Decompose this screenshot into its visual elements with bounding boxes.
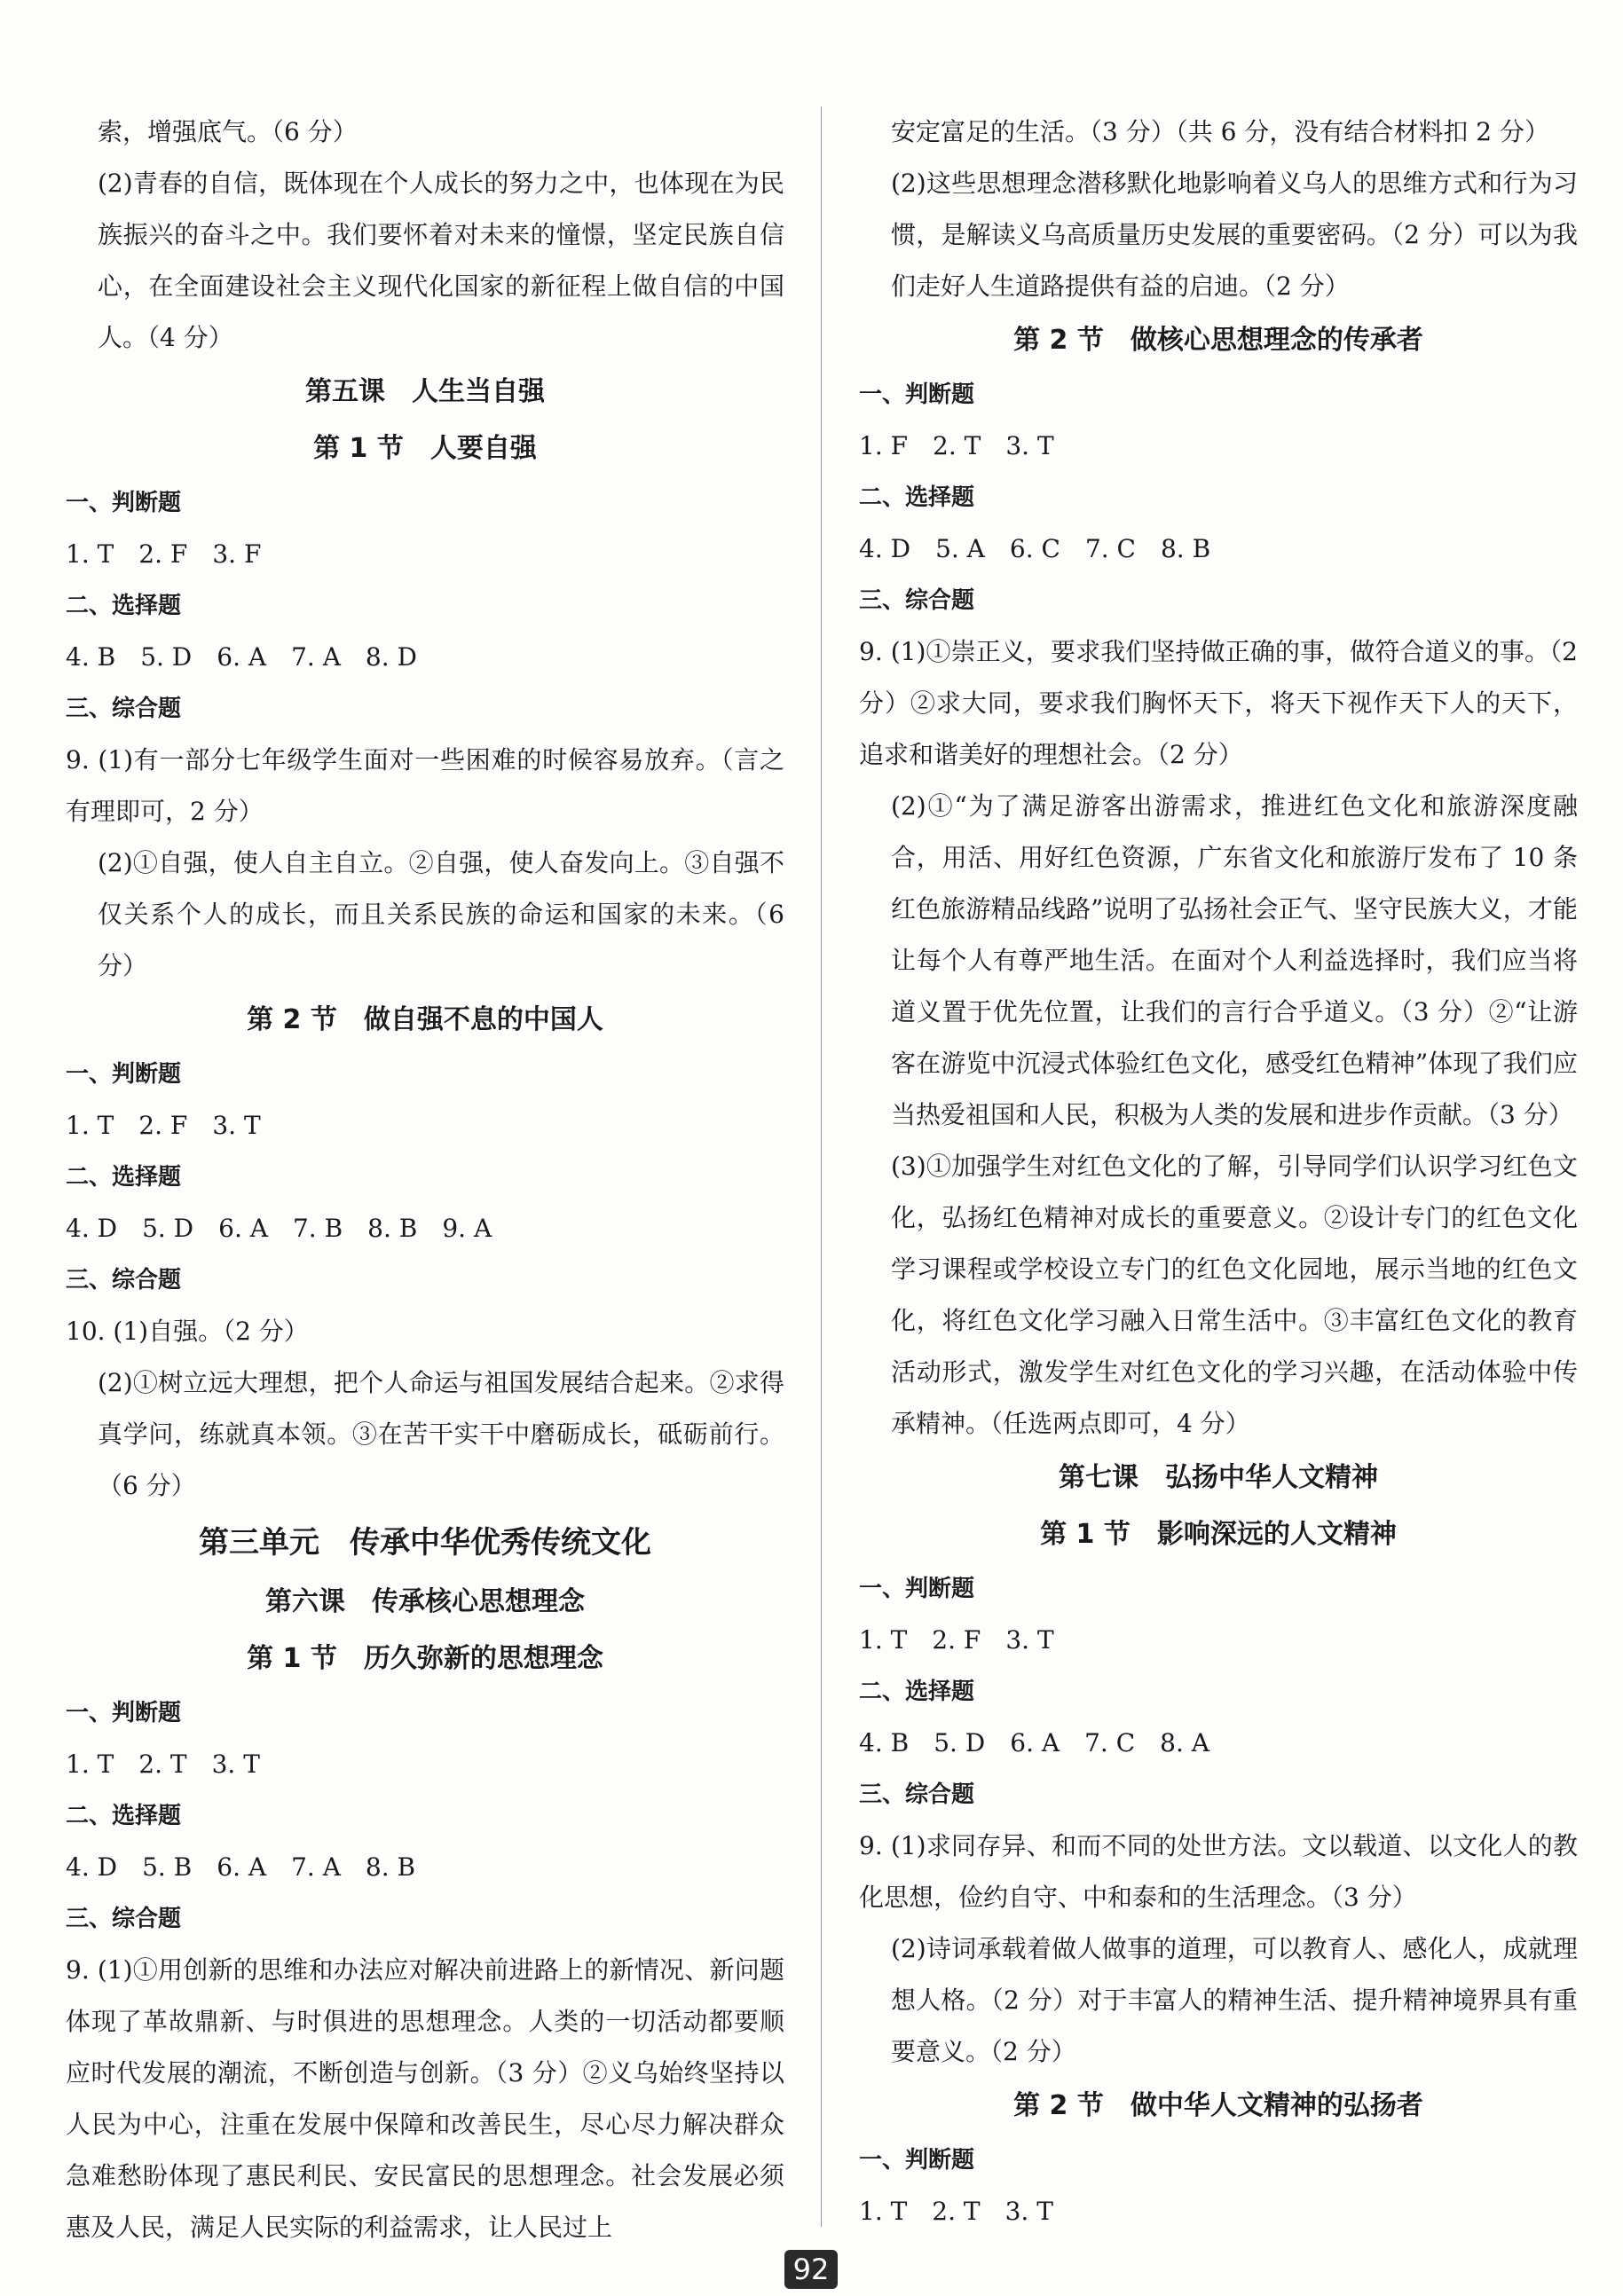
paragraph: 索，增强底气。（6 分） [98, 117, 358, 146]
question-type-heading: 一、判断题 [66, 1061, 182, 1088]
answer-line: 1. T 2. F 3. T [66, 1111, 261, 1140]
right-column [859, 106, 1578, 2237]
question-type-heading: 一、判断题 [859, 2147, 975, 2174]
section-title: 第 2 节 做核心思想理念的传承者 [1013, 325, 1423, 356]
question-type-heading: 三、综合题 [859, 587, 975, 614]
lesson-title: 第五课 人生当自强 [305, 376, 545, 407]
answer-line: 1. F 2. T 3. T [859, 431, 1054, 460]
question-type-heading: 三、综合题 [66, 1267, 182, 1293]
answer-line: 1. T 2. F 3. F [66, 539, 262, 569]
section-title: 第 1 节 人要自强 [313, 433, 537, 464]
question-type-heading: 一、判断题 [66, 490, 182, 516]
question-type-heading: 一、判断题 [859, 381, 975, 408]
question-type-heading: 三、综合题 [66, 696, 182, 722]
answer-line: 1. T 2. T 3. T [66, 1750, 260, 1779]
question-type-heading: 一、判断题 [859, 1576, 975, 1602]
question-type-heading: 二、选择题 [859, 484, 975, 511]
question-type-heading: 二、选择题 [66, 1803, 182, 1829]
column-divider [821, 106, 822, 2227]
page-number: 92 [784, 2250, 838, 2289]
paragraph: 安定富足的生活。（3 分）（共 6 分，没有结合材料扣 2 分） [891, 117, 1549, 146]
answer-paragraph: 9. (1)①用创新的思维和办法应对解决前进路上的新情况、新问题体现了革故鼎新、与时俱进的思想理念。人类的一切活动都要顺应时代发展的潮流，不断创造与创新。（3 分）②义乌始终坚持以人民为中心，注重在发展中保障和改善民生，尽心尽力解决群众急难愁盼体现了惠民利民、安民富民的思想理念。社会发展必须惠及人民，满足人民实际的利益需求，让人民过上 [66, 1955, 784, 2242]
answer-paragraph: (2)诗词承载着做人做事的道理，可以教育人、感化人，成就理想人格。（2 分）对于丰富人的精神生活、提升精神境界具有重要意义。（2 分） [891, 1934, 1578, 2066]
answer-line: 1. T 2. T 3. T [859, 2197, 1053, 2226]
answer-paragraph: 9. (1)有一部分七年级学生面对一些困难的时候容易放弃。（言之有理即可，2 分） [66, 745, 784, 826]
section-title: 第 1 节 影响深远的人文精神 [1040, 1519, 1397, 1550]
lesson-title: 第七课 弘扬中华人文精神 [1059, 1462, 1378, 1493]
question-type-heading: 二、选择题 [66, 1164, 182, 1191]
question-type-heading: 一、判断题 [66, 1700, 182, 1726]
question-type-heading: 三、综合题 [859, 1781, 975, 1808]
answer-paragraph: 9. (1)求同存异、和而不同的处世方法。文以载道、以文化人的教化思想，俭约自守、中和泰和的生活理念。（3 分） [859, 1831, 1578, 1912]
left-column [66, 106, 784, 2253]
section-title: 第 1 节 历久弥新的思想理念 [247, 1643, 603, 1674]
answer-line: 4. B 5. D 6. A 7. C 8. A [859, 1728, 1209, 1757]
paragraph: (2)这些思想理念潜移默化地影响着义乌人的思维方式和行为习惯，是解读义乌高质量历史发展的重要密码。（2 分）可以为我们走好人生道路提供有益的启迪。（2 分） [891, 169, 1578, 301]
unit-title: 第三单元 传承中华优秀传统文化 [199, 1525, 651, 1561]
answer-paragraph: (3)①加强学生对红色文化的了解，引导同学们认识学习红色文化，弘扬红色精神对成长的重要意义。②设计专门的红色文化学习课程或学校设立专门的红色文化园地，展示当地的红色文化，将红色文化学习融入日常生活中。③丰富红色文化的教育活动形式，激发学生对红色文化的学习兴趣，在活动体验中传承精神。（任选两点即可，4 分） [891, 1152, 1578, 1438]
answer-paragraph: 10. (1)自强。（2 分） [66, 1317, 309, 1346]
answer-line: 4. B 5. D 6. A 7. A 8. D [66, 642, 417, 672]
answer-paragraph: (2)①自强，使人自主自立。②自强，使人奋发向上。③自强不仅关系个人的成长，而且关系民族的命运和国家的未来。（6 分） [98, 848, 784, 980]
question-type-heading: 二、选择题 [859, 1679, 975, 1705]
answer-line: 4. D 5. D 6. A 7. B 8. B 9. A [66, 1214, 492, 1243]
question-type-heading: 三、综合题 [66, 1906, 182, 1932]
answer-paragraph: (2)①树立远大理想，把个人命运与祖国发展结合起来。②求得真学问，练就真本领。③在苦干实干中磨砺成长，砥砺前行。（6 分） [98, 1368, 784, 1500]
answer-line: 1. T 2. F 3. T [859, 1625, 1054, 1655]
answer-paragraph: (2)①“为了满足游客出游需求，推进红色文化和旅游深度融合，用活、用好红色资源，广东省文化和旅游厅发布了 10 条红色旅游精品线路”说明了弘扬社会正气、坚守民族大义，才能让每个人有尊严地生活。在面对个人利益选择时，我们应当将道义置于优先位置，让我们的言行合乎道义。（3 分）②“让游客在游览中沉浸式体验红色文化，感受红色精神”体现了我们应当热爱祖国和人民，积极为人类的发展和进步作贡献。（3 分） [891, 791, 1578, 1129]
paragraph: (2)青春的自信，既体现在个人成长的努力之中，也体现在为民族振兴的奋斗之中。我们要怀着对未来的憧憬，坚定民族自信心，在全面建设社会主义现代化国家的新征程上做自信的中国人。（4 分） [98, 169, 784, 352]
question-type-heading: 二、选择题 [66, 593, 182, 619]
section-title: 第 2 节 做中华人文精神的弘扬者 [1013, 2090, 1423, 2121]
answer-paragraph: 9. (1)①崇正义，要求我们坚持做正确的事，做符合道义的事。（2 分）②求大同，要求我们胸怀天下，将天下视作天下人的天下，追求和谐美好的理想社会。（2 分） [859, 637, 1578, 769]
answer-line: 4. D 5. A 6. C 7. C 8. B [859, 534, 1211, 563]
answer-line: 4. D 5. B 6. A 7. A 8. B [66, 1852, 416, 1882]
section-title: 第 2 节 做自强不息的中国人 [247, 1004, 603, 1035]
lesson-title: 第六课 传承核心思想理念 [265, 1586, 585, 1617]
